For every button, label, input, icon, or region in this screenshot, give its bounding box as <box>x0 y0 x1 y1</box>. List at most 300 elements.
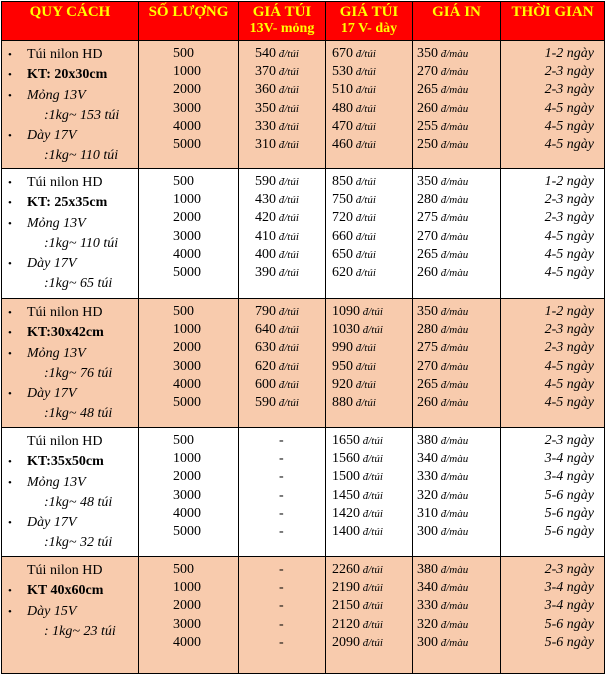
price-unit: đ/màu <box>438 120 469 133</box>
time-value: 4-5 ngày <box>544 118 594 134</box>
price-value <box>326 634 412 652</box>
price-value <box>239 634 325 652</box>
price-number: 670 <box>332 46 353 61</box>
price-unit: đ/túi <box>353 138 376 151</box>
qty-value: 5000 <box>173 394 201 410</box>
qty-value: 4000 <box>173 376 201 392</box>
price-number: 600 <box>255 376 276 392</box>
print-price-cell <box>413 41 501 169</box>
price-17v-cell <box>326 557 413 674</box>
qty-value: 3000 <box>173 228 201 244</box>
price-value <box>326 81 412 99</box>
qty-value: 2000 <box>173 469 201 485</box>
price-value <box>326 561 412 579</box>
price-unit: đ/màu <box>438 248 469 261</box>
price-value <box>413 136 500 154</box>
time-value: 2-3 ngày <box>544 210 594 226</box>
price-value <box>239 561 325 579</box>
price-number: 850 <box>332 174 353 189</box>
price-number: 480 <box>332 100 353 116</box>
price-number: 270 <box>417 64 438 80</box>
bullet-icon: • <box>8 130 12 143</box>
price-unit: đ/túi <box>360 471 383 484</box>
price-unit: đ/túi <box>353 230 376 243</box>
price-value <box>326 136 412 154</box>
spec-cell <box>2 428 139 557</box>
print-price-cell <box>413 557 501 674</box>
price-number: 640 <box>255 322 276 338</box>
spec-line <box>8 234 138 254</box>
spec-text: Dày 15V <box>27 603 77 619</box>
time-value: 4-5 ngày <box>544 264 594 280</box>
price-value <box>326 597 412 615</box>
header-spec: QUY CÁCH <box>2 2 139 41</box>
price-unit: đ/màu <box>438 453 469 466</box>
price-value <box>413 450 500 468</box>
spec-line <box>8 404 138 424</box>
time-value: 5-6 ngày <box>544 616 594 632</box>
spec-cell <box>2 169 139 299</box>
bullet-icon: • <box>8 327 12 340</box>
price-value <box>413 81 500 99</box>
qty-value: 3000 <box>173 616 201 632</box>
price-unit: đ/màu <box>438 48 469 60</box>
price-value <box>239 228 325 246</box>
qty-cell <box>139 557 239 674</box>
price-13v-cell <box>239 557 326 674</box>
price-number: 430 <box>255 192 276 208</box>
qty-value: 3000 <box>173 100 201 116</box>
price-number: 280 <box>417 192 438 208</box>
header-price-17v: GIÁ TÚI 17 V- dày <box>326 2 413 41</box>
price-value <box>326 616 412 634</box>
print-price-cell <box>413 428 501 557</box>
price-unit: đ/túi <box>276 306 299 318</box>
price-number: 260 <box>417 100 438 116</box>
price-unit: đ/túi <box>353 102 376 115</box>
price-value <box>239 191 325 209</box>
qty-cell <box>139 41 239 169</box>
price-value <box>413 579 500 597</box>
price-unit: đ/túi <box>276 176 299 188</box>
price-unit: đ/màu <box>438 194 469 207</box>
price-number: 265 <box>417 246 438 262</box>
qty-value: 3000 <box>173 487 201 503</box>
price-value <box>239 45 325 63</box>
time-value: 4-5 ngày <box>544 394 594 410</box>
price-unit: đ/túi <box>360 324 383 337</box>
qty-value: 2000 <box>173 340 201 356</box>
qty-value: 4000 <box>173 246 201 262</box>
spec-line <box>8 65 138 85</box>
price-number: 400 <box>255 246 276 262</box>
price-17v-cell <box>326 428 413 557</box>
price-value <box>326 303 412 321</box>
price-unit: đ/màu <box>438 471 469 484</box>
price-unit: đ/màu <box>438 525 469 538</box>
price-number: - <box>279 616 284 632</box>
bullet-icon: • <box>8 89 12 102</box>
price-unit: đ/màu <box>438 324 469 337</box>
price-value <box>239 136 325 154</box>
price-number: 2120 <box>332 616 360 632</box>
price-value <box>326 191 412 209</box>
price-unit: đ/màu <box>438 230 469 243</box>
price-value <box>413 339 500 357</box>
price-number: 590 <box>255 394 276 410</box>
price-value <box>239 118 325 136</box>
spec-text: Túi nilon HD <box>27 563 103 578</box>
spec-line <box>8 432 138 452</box>
price-number: 350 <box>417 174 438 189</box>
price-value <box>326 523 412 541</box>
price-number: 2090 <box>332 634 360 650</box>
time-value: 3-4 ngày <box>544 580 594 596</box>
header-time: THỜI GIAN <box>501 2 605 41</box>
price-value <box>413 468 500 486</box>
price-number: 950 <box>332 358 353 374</box>
price-value <box>239 264 325 282</box>
qty-value: 500 <box>173 46 194 61</box>
spec-text: :1kg~ 48 túi <box>44 406 113 422</box>
qty-value: 1000 <box>173 451 201 467</box>
price-value <box>326 118 412 136</box>
price-unit: đ/túi <box>360 618 383 631</box>
time-value: 3-4 ngày <box>544 451 594 467</box>
price-number: 320 <box>417 616 438 632</box>
price-unit: đ/túi <box>276 66 299 79</box>
price-value <box>413 394 500 412</box>
table-row <box>2 299 605 428</box>
price-number: 300 <box>417 634 438 650</box>
header-price-13v: GIÁ TÚI 13V- mỏng <box>239 2 326 41</box>
price-value <box>413 523 500 541</box>
price-unit: đ/túi <box>276 360 299 373</box>
price-unit: đ/màu <box>438 138 469 151</box>
price-number: 265 <box>417 82 438 98</box>
price-unit: đ/màu <box>438 66 469 79</box>
price-unit: đ/túi <box>353 342 376 355</box>
price-number: 310 <box>255 136 276 152</box>
price-unit: đ/màu <box>438 489 469 502</box>
price-number: 790 <box>255 304 276 319</box>
time-value: 5-6 ngày <box>544 487 594 503</box>
spec-line <box>8 45 138 65</box>
price-number: - <box>279 562 284 577</box>
price-value <box>239 358 325 376</box>
bullet-icon: • <box>8 197 12 210</box>
price-number: - <box>279 505 284 521</box>
bullet-icon: • <box>8 476 12 489</box>
spec-text: Túi nilon HD <box>27 434 103 449</box>
time-value: 2-3 ngày <box>544 192 594 208</box>
price-value <box>326 45 412 63</box>
time-value: 1-2 ngày <box>544 174 594 189</box>
price-unit: đ/túi <box>276 230 299 243</box>
spec-text: KT 40x60cm <box>27 583 104 599</box>
qty-value: 5000 <box>173 264 201 280</box>
time-cell <box>501 428 605 557</box>
price-unit: đ/túi <box>276 248 299 261</box>
price-value <box>239 450 325 468</box>
price-17v-cell <box>326 41 413 169</box>
price-unit: đ/túi <box>276 138 299 151</box>
price-value <box>413 63 500 81</box>
spec-line <box>8 303 138 323</box>
price-number: 350 <box>417 46 438 61</box>
price-unit: đ/túi <box>276 84 299 97</box>
price-unit: đ/màu <box>438 618 469 631</box>
spec-line <box>8 214 138 234</box>
spec-text: Mỏng 13V <box>27 345 86 361</box>
price-value <box>413 45 500 63</box>
price-value <box>413 264 500 282</box>
price-unit: đ/màu <box>438 582 469 595</box>
spec-line <box>8 602 138 622</box>
time-cell <box>501 41 605 169</box>
qty-value: 500 <box>173 433 194 448</box>
spec-line <box>8 364 138 384</box>
time-cell <box>501 557 605 674</box>
price-17v-cell <box>326 299 413 428</box>
spec-text: KT: 25x35cm <box>27 195 108 211</box>
price-value <box>239 487 325 505</box>
price-number: 1400 <box>332 523 360 539</box>
price-value <box>413 321 500 339</box>
price-unit: đ/túi <box>360 507 383 520</box>
price-value <box>239 468 325 486</box>
price-value <box>239 339 325 357</box>
price-unit: đ/túi <box>276 396 299 409</box>
price-number: - <box>279 487 284 503</box>
price-number: 270 <box>417 358 438 374</box>
price-number: 620 <box>255 358 276 374</box>
qty-value: 5000 <box>173 523 201 539</box>
bullet-icon: • <box>8 177 12 189</box>
price-number: 370 <box>255 64 276 80</box>
time-value: 4-5 ngày <box>544 100 594 116</box>
price-value <box>326 505 412 523</box>
time-value: 5-6 ngày <box>544 523 594 539</box>
time-value: 2-3 ngày <box>544 64 594 80</box>
qty-cell <box>139 428 239 557</box>
price-value <box>413 303 500 321</box>
price-value <box>239 173 325 191</box>
spec-text: Dày 17V <box>27 256 77 272</box>
price-value <box>326 358 412 376</box>
time-value: 2-3 ngày <box>544 340 594 356</box>
print-price-cell <box>413 299 501 428</box>
price-number: 1450 <box>332 487 360 503</box>
price-table <box>1 1 605 674</box>
spec-text: Dày 17V <box>27 128 77 144</box>
price-number: 990 <box>332 340 353 356</box>
price-unit: đ/túi <box>360 525 383 538</box>
price-number: 340 <box>417 451 438 467</box>
qty-value: 1000 <box>173 580 201 596</box>
price-value <box>413 246 500 264</box>
price-value <box>326 487 412 505</box>
price-value <box>326 246 412 264</box>
price-unit: đ/màu <box>438 102 469 115</box>
qty-value: 4000 <box>173 118 201 134</box>
price-unit: đ/túi <box>360 636 383 649</box>
time-value: 2-3 ngày <box>544 562 594 577</box>
price-value <box>326 173 412 191</box>
price-number: - <box>279 433 284 448</box>
price-value <box>239 100 325 118</box>
qty-value: 2000 <box>173 82 201 98</box>
qty-value: 1000 <box>173 64 201 80</box>
bullet-icon: • <box>8 258 12 271</box>
price-unit: đ/màu <box>438 435 469 447</box>
price-unit: đ/túi <box>276 266 299 279</box>
price-value <box>239 579 325 597</box>
price-number: 540 <box>255 46 276 61</box>
spec-text: Mỏng 13V <box>27 87 86 103</box>
price-unit: đ/túi <box>353 212 376 225</box>
price-number: 300 <box>417 523 438 539</box>
price-number: 280 <box>417 322 438 338</box>
bullet-icon: • <box>8 347 12 360</box>
spec-text: :1kg~ 48 túi <box>44 494 113 510</box>
qty-value: 2000 <box>173 598 201 614</box>
spec-line <box>8 452 138 472</box>
time-value: 4-5 ngày <box>544 246 594 262</box>
price-value <box>413 432 500 450</box>
spec-text: Dày 17V <box>27 515 77 531</box>
time-value: 2-3 ngày <box>544 433 594 448</box>
price-value <box>239 394 325 412</box>
price-value <box>326 339 412 357</box>
price-unit: đ/túi <box>353 84 376 97</box>
price-number: 380 <box>417 562 438 577</box>
price-value <box>326 264 412 282</box>
price-13v-cell <box>239 299 326 428</box>
qty-value: 500 <box>173 304 194 319</box>
price-value <box>239 376 325 394</box>
spec-text: Dày 17V <box>27 386 77 402</box>
price-unit: đ/túi <box>276 212 299 225</box>
price-value <box>239 63 325 81</box>
price-number: 1500 <box>332 469 360 485</box>
bullet-icon: • <box>8 585 12 598</box>
price-unit: đ/túi <box>360 600 383 613</box>
price-number: 310 <box>417 505 438 521</box>
price-number: - <box>279 598 284 614</box>
price-unit: đ/túi <box>360 453 383 466</box>
price-number: 420 <box>255 210 276 226</box>
price-unit: đ/túi <box>276 194 299 207</box>
price-number: 350 <box>417 304 438 319</box>
header-qty: SỐ LƯỢNG <box>139 2 239 41</box>
spec-text: Mỏng 13V <box>27 215 86 231</box>
spec-text: :1kg~ 32 túi <box>44 535 113 551</box>
header-row <box>2 2 605 41</box>
time-value: 1-2 ngày <box>544 304 594 319</box>
price-number: 750 <box>332 192 353 208</box>
price-number: 265 <box>417 376 438 392</box>
spec-text: :1kg~ 110 túi <box>44 235 119 251</box>
price-value <box>413 209 500 227</box>
time-value: 2-3 ngày <box>544 82 594 98</box>
time-value: 2-3 ngày <box>544 322 594 338</box>
price-unit: đ/túi <box>353 48 376 60</box>
price-unit: đ/màu <box>438 360 469 373</box>
price-value <box>326 100 412 118</box>
qty-cell <box>139 169 239 299</box>
price-number: 1650 <box>332 433 360 448</box>
price-unit: đ/túi <box>276 48 299 60</box>
price-number: 1560 <box>332 451 360 467</box>
spec-line <box>8 323 138 343</box>
price-value <box>239 246 325 264</box>
spec-text: Túi nilon HD <box>27 175 103 190</box>
spec-line <box>8 173 138 193</box>
price-value <box>413 634 500 652</box>
price-unit: đ/túi <box>360 564 383 576</box>
spec-line <box>8 473 138 493</box>
spec-text: : 1kg~ 23 túi <box>44 623 116 639</box>
price-unit: đ/túi <box>360 306 383 318</box>
bullet-icon: • <box>8 69 12 82</box>
spec-text: Túi nilon HD <box>27 47 103 62</box>
price-number: 470 <box>332 118 353 134</box>
price-unit: đ/túi <box>360 489 383 502</box>
bullet-icon: • <box>8 456 12 469</box>
price-value <box>239 81 325 99</box>
price-unit: đ/túi <box>353 378 376 391</box>
price-number: 2260 <box>332 562 360 577</box>
price-unit: đ/màu <box>438 342 469 355</box>
spec-line <box>8 193 138 213</box>
price-number: 630 <box>255 340 276 356</box>
price-number: 330 <box>417 469 438 485</box>
table-row <box>2 428 605 557</box>
price-unit: đ/màu <box>438 84 469 97</box>
price-number: 260 <box>417 394 438 410</box>
price-number: 460 <box>332 136 353 152</box>
spec-text: :1kg~ 153 túi <box>44 107 120 123</box>
price-unit: đ/túi <box>353 360 376 373</box>
price-13v-cell <box>239 41 326 169</box>
qty-value: 5000 <box>173 136 201 152</box>
price-unit: đ/màu <box>438 378 469 391</box>
price-number: 1090 <box>332 304 360 319</box>
price-number: 250 <box>417 136 438 152</box>
price-unit: đ/màu <box>438 266 469 279</box>
qty-value: 2000 <box>173 210 201 226</box>
price-unit: đ/túi <box>360 435 383 447</box>
qty-value: 500 <box>173 562 194 577</box>
price-unit: đ/màu <box>438 600 469 613</box>
spec-line <box>8 533 138 553</box>
price-number: 330 <box>417 598 438 614</box>
bullet-icon: • <box>8 517 12 530</box>
spec-line <box>8 254 138 274</box>
spec-line <box>8 106 138 126</box>
price-number: - <box>279 634 284 650</box>
price-unit: đ/túi <box>353 120 376 133</box>
time-value: 5-6 ngày <box>544 634 594 650</box>
price-value <box>413 358 500 376</box>
price-unit: đ/túi <box>353 194 376 207</box>
spec-text: KT:30x42cm <box>27 325 104 341</box>
spec-line <box>8 561 138 581</box>
time-value: 3-4 ngày <box>544 598 594 614</box>
price-number: 275 <box>417 340 438 356</box>
price-value <box>413 487 500 505</box>
